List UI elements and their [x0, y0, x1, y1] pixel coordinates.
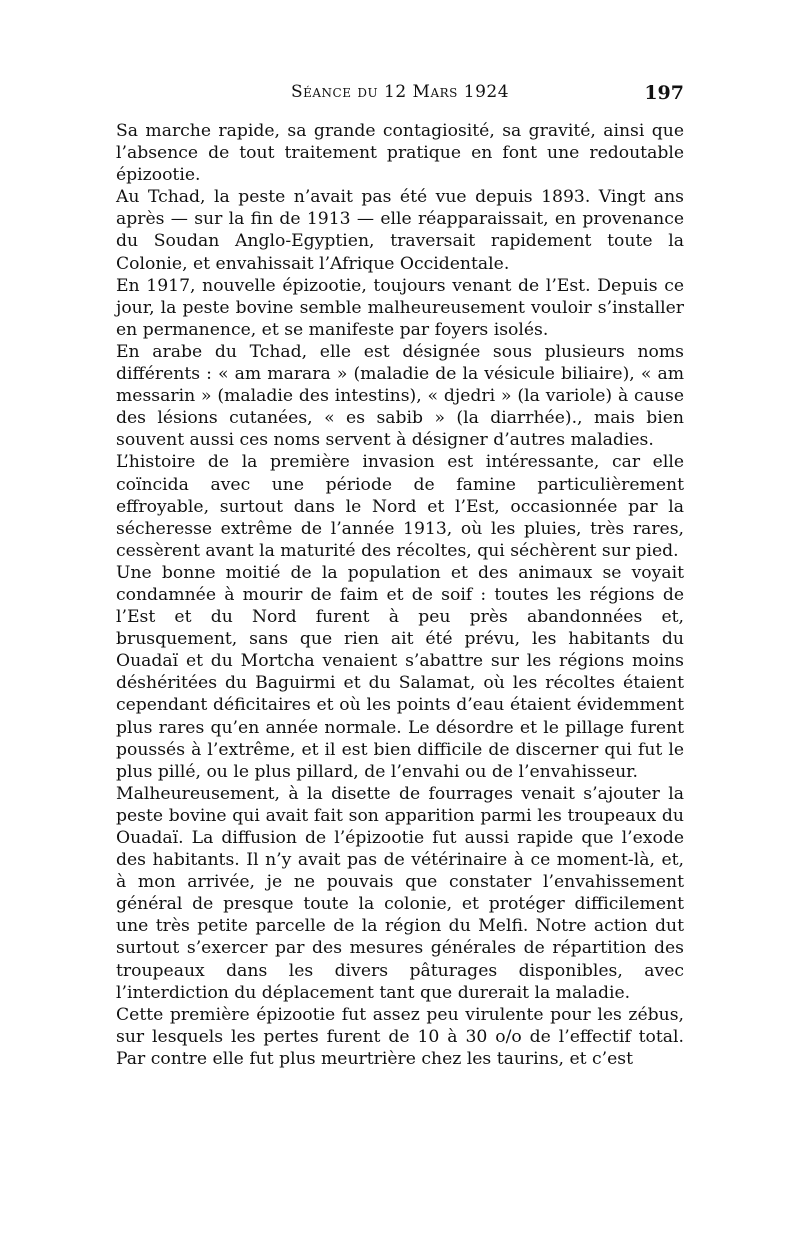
paragraph-5: L’histoire de la première invasion est intéressante, car elle coïncida avec une période de famine particulièrement effroyable, surtout dans le Nord et l’Est, occasionnée par la sécheresse extrême de l’année 1913, où les pluies, très rares, cessèrent avant la maturité des récoltes, qui séchèrent sur pied.	[116, 452, 684, 561]
page-header	[116, 82, 684, 108]
paragraph-4: En arabe du Tchad, elle est désignée sous plusieurs noms différents : « am marara » (maladie de la vésicule biliaire), « am messarin » (maladie des intestins), « djedri » (la variole) à cause des lésions cutanées, « es sabib » (la diarrhée)., mais bien souvent aussi ces noms servent à désigner d’autres maladies.	[116, 341, 684, 451]
running-head: Séance du 12 Mars 1924	[290, 82, 510, 102]
paragraph-2: Au Tchad, la peste n’avait pas été vue depuis 1893. Vingt ans après — sur la fin de 1913 — elle réapparaissait, en provenance du Soudan Anglo-Egyptien, traversait rapidement toute la Colonie, et envahissait l’Afrique Occidentale.	[116, 187, 684, 274]
body-text	[116, 120, 684, 1070]
page-number: 197	[644, 82, 684, 104]
paragraph-3: En 1917, nouvelle épizootie, toujours venant de l’Est. Depuis ce jour, la peste bovine semble malheureusement vouloir s’installer en permanence, et se manifeste par foyers isolés.	[116, 275, 684, 340]
paragraph-1: Sa marche rapide, sa grande contagiosité, sa gravité, ainsi que l’absence de tout traitement pratique en font une redoutable épizootie.	[116, 121, 684, 186]
paragraph-8: Cette première épizootie fut assez peu virulente pour les zébus, sur lesquels les pertes furent de 10 à 30 o/o de l’effectif total. Par contre elle fut plus meurtrière chez les taurins, et c’est	[116, 1004, 684, 1069]
paragraph-7: Malheureusement, à la disette de fourrages venait s’ajouter la peste bovine qui avait fait son apparition parmi les troupeaux du Ouadaï. La diffusion de l’épizootie fut aussi rapide que l’exode des habitants. Il n’y avait pas de vétérinaire à ce moment-là, et, à mon arrivée, je ne pouvais que constater l’envahissement général de presque toute la colonie, et protéger difficilement une très petite parcelle de la région du Melfi. Notre action dut surtout s’exercer par des mesures générales de répartition des troupeaux dans les divers pâturages disponibles, avec l’interdiction du déplacement tant que durerait la maladie.	[116, 783, 684, 1003]
paragraph-6: Une bonne moitié de la population et des animaux se voyait condamnée à mourir de faim et de soif : toutes les régions de l’Est et du Nord furent à peu près abandonnées et, brusquement, sans que rien ait été prévu, les habitants du Ouadaï et du Mortcha venaient s’abattre sur les régions moins déshéritées du Baguirmi et du Salamat, où les récoltes étaient cependant déficitaires et où les points d’eau étaient évidemment plus rares qu’en année normale. Le désordre et le pillage furent poussés à l’extrême, et il est bien difficile de discerner qui fut le plus pillé, ou le plus pillard, de l’envahi ou de l’envahisseur.	[116, 562, 684, 782]
